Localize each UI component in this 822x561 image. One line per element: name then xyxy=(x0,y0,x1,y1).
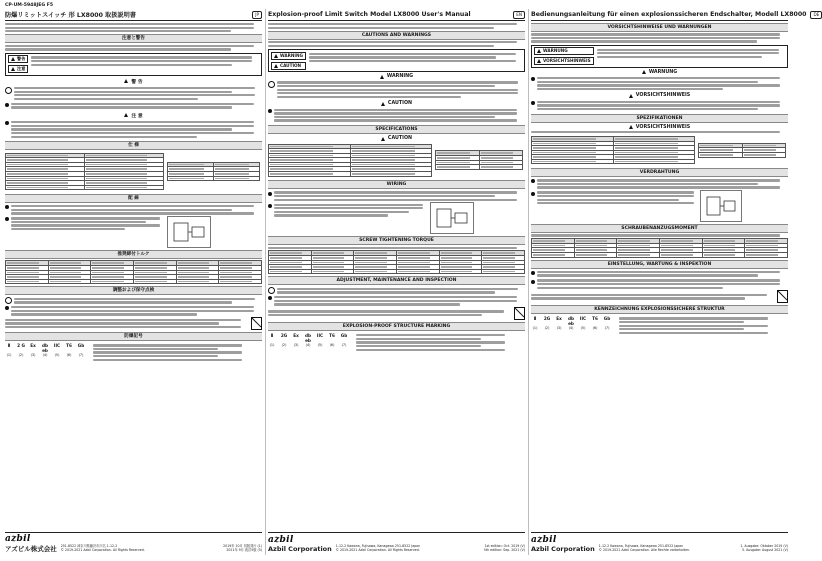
azbil-logo: azbil xyxy=(5,534,31,544)
language-badge: JP xyxy=(252,11,262,19)
wiring-diagram xyxy=(700,190,742,222)
model-table xyxy=(167,162,260,181)
warning-legend xyxy=(5,53,262,76)
weee-bin-icon xyxy=(777,290,788,303)
warning-label: WARNUNG xyxy=(534,47,594,55)
section-heading-torque: 推奨締付トルク xyxy=(5,250,262,259)
section-heading-wiring: VERDRAHTUNG xyxy=(531,168,788,177)
instruction-icon xyxy=(5,121,9,125)
section-heading-torque: SCREW TIGHTENING TORQUE xyxy=(268,236,525,245)
warning-triangle-icon xyxy=(124,79,128,83)
torque-table xyxy=(268,250,525,274)
instruction-icon xyxy=(531,101,535,105)
wiring-diagram xyxy=(167,216,211,248)
section-heading-cautions: CAUTIONS AND WARNINGS xyxy=(268,31,525,40)
company-address: 1-12-2 Kawana, Fujisawa, Kanagawa 251-8522 Japan © 2019-2021 Azbil Corporation. All Rights Reserved. xyxy=(335,544,421,553)
column-footer xyxy=(268,532,525,555)
prohibition-icon xyxy=(5,87,12,94)
caution-triangle-icon xyxy=(381,102,385,106)
caution-triangle-icon xyxy=(11,67,15,71)
warning-triangle-icon xyxy=(11,57,15,61)
manual-column-japanese xyxy=(5,9,262,555)
manual-column-german xyxy=(531,9,820,555)
spec-table xyxy=(5,153,164,191)
caution-label: CAUTION xyxy=(271,62,306,70)
instruction-icon xyxy=(268,296,272,300)
caution-triangle-icon xyxy=(629,94,633,98)
intro-text xyxy=(5,23,262,32)
prohibition-icon xyxy=(268,287,275,294)
caution-triangle-icon xyxy=(537,59,541,63)
marking-codes: Ⅱ 2G Ex db eb IIC T6 Gb xyxy=(270,332,348,343)
torque-table xyxy=(5,260,262,284)
warning-legend xyxy=(268,49,525,72)
caution-heading: VORSICHTSHINWEIS xyxy=(531,125,788,130)
column-footer xyxy=(531,532,788,555)
manual-column-english xyxy=(268,9,525,555)
caution-heading: 注 意 xyxy=(5,112,262,119)
company-address: 251-8522 神奈川県藤沢市川名 1-12-2 © 2019-2021 Azbil Corporation. All Rights Reserved. xyxy=(60,544,145,553)
instruction-icon xyxy=(531,192,535,196)
section-heading-wiring: 配 線 xyxy=(5,194,262,203)
prohibition-icon xyxy=(5,297,12,304)
azbil-logo: azbil xyxy=(268,535,294,545)
instruction-icon xyxy=(268,109,272,113)
instruction-icon xyxy=(531,271,535,275)
azbil-logo: azbil xyxy=(531,535,557,545)
instruction-icon xyxy=(268,192,272,196)
warning-triangle-icon xyxy=(380,75,384,79)
caution-triangle-icon xyxy=(124,113,128,117)
language-badge: DE xyxy=(810,11,822,19)
caution-label: VORSICHTSHINWEIS xyxy=(534,57,594,65)
section-heading-cautions: VORSICHTSHINWEISE UND WARNUNGEN xyxy=(531,23,788,32)
warning-heading: WARNUNG xyxy=(531,70,788,75)
column-title-bar xyxy=(268,9,525,21)
intro-text xyxy=(268,23,525,29)
model-table xyxy=(698,143,785,158)
caution-heading: VORSICHTSHINWEIS xyxy=(531,93,788,98)
section-heading-maintenance: 調整および保守点検 xyxy=(5,286,262,295)
marking-block xyxy=(5,343,262,362)
marking-codes: Ⅱ 2G Ex db eb IIC T6 Gb xyxy=(533,316,611,327)
company-name: Azbil Corporation xyxy=(531,545,595,553)
spec-table xyxy=(268,144,432,177)
instruction-icon xyxy=(5,103,9,107)
column-footer xyxy=(5,532,262,555)
spec-table xyxy=(531,136,695,165)
section-heading-wiring: WIRING xyxy=(268,180,525,189)
section-heading-maintenance: ADJUSTMENT, MAINTENANCE AND INSPECTION xyxy=(268,276,525,285)
company-name: アズビル株式会社 xyxy=(5,545,57,553)
caution-triangle-icon xyxy=(274,64,278,68)
column-divider xyxy=(265,9,266,555)
marking-numbers: (1) (2) (3) (4) (5) (6) (7) xyxy=(269,342,347,347)
marking-numbers: (1) (2) (3) (4) (5) (6) (7) xyxy=(532,326,610,331)
warning-heading: WARNING xyxy=(268,74,525,79)
warning-triangle-icon xyxy=(537,49,541,53)
prohibition-icon xyxy=(268,81,275,88)
marking-codes: Ⅱ 2 G Ex db eb IIC T6 Gb xyxy=(7,342,85,353)
instruction-icon xyxy=(268,204,272,208)
column-title: 防爆リミットスイッチ 形 LX8000 取扱説明書 xyxy=(5,12,136,19)
column-title: Bedienungsanleitung für einen explosionssicheren Endschalter, Modell LX8000 xyxy=(531,11,807,18)
model-table xyxy=(435,150,522,169)
instruction-icon xyxy=(5,306,9,310)
marking-block xyxy=(531,316,788,335)
caution-heading: CAUTION xyxy=(268,101,525,106)
company-address: 1-12-2 Kawana, Fujisawa, Kanagawa 251-8522 Japan © 2019-2021 Azbil Corporation. Alle Rechte vorbehalten. xyxy=(598,544,691,553)
warning-heading: 警 告 xyxy=(5,78,262,85)
edition-info: 1. Ausgabe: Oktober 2019 (V) 5. Ausgabe: August 2021 (V) xyxy=(740,544,788,553)
wiring-diagram xyxy=(430,202,474,234)
instruction-icon xyxy=(5,217,9,221)
instruction-icon xyxy=(5,205,9,209)
column-divider xyxy=(528,9,529,555)
marking-block xyxy=(268,333,525,352)
language-badge: EN xyxy=(513,11,525,19)
section-heading-marking: 防爆記号 xyxy=(5,332,262,341)
weee-bin-icon xyxy=(251,317,262,330)
warning-label: WARNING xyxy=(271,52,306,60)
caution-heading: CAUTION xyxy=(268,136,525,141)
edition-info: 2019年 10月 初版発行 (1) 2021年 9月 改訂5版 (5) xyxy=(223,544,262,553)
edition-info: 1st edition: Oct. 2019 (V) 5th edition: Sep. 2021 (V) xyxy=(483,544,525,553)
section-heading-marking: KENNZEICHNUNG EXPLOSIONSSICHERE STRUKTUR xyxy=(531,305,788,314)
caution-label: 注意 xyxy=(8,65,28,73)
warning-label: 警告 xyxy=(8,55,28,63)
column-title-bar xyxy=(5,9,262,21)
instruction-icon xyxy=(531,179,535,183)
caution-triangle-icon xyxy=(629,125,633,129)
torque-table xyxy=(531,238,788,257)
caution-triangle-icon xyxy=(381,137,385,141)
column-title: Explosion-proof Limit Switch Model LX8000 User's Manual xyxy=(268,11,471,18)
section-heading-specifications: SPECIFICATIONS xyxy=(268,125,525,134)
section-heading-specifications: SPEZIFIKATIONEN xyxy=(531,114,788,123)
warning-legend xyxy=(531,45,788,68)
weee-bin-icon xyxy=(514,307,525,320)
column-title-bar xyxy=(531,9,820,21)
section-heading-torque: SCHRAUBENANZUGSMOMENT xyxy=(531,224,788,233)
section-heading-specifications: 仕 様 xyxy=(5,141,262,150)
instruction-icon xyxy=(531,77,535,81)
section-heading-marking: EXPLOSION-PROOF STRUCTURE MARKING xyxy=(268,322,525,331)
section-heading-safety: 注意と警告 xyxy=(5,34,262,43)
warning-triangle-icon xyxy=(642,70,646,74)
marking-numbers: (1) (2) (3) (4) (5) (6) (7) xyxy=(6,352,84,357)
warning-triangle-icon xyxy=(274,54,278,58)
section-heading-maintenance: EINSTELLUNG, WARTUNG & INSPEKTION xyxy=(531,260,788,269)
company-name: Azbil Corporation xyxy=(268,545,332,553)
document-id: CP-UM-5948JEG F5 xyxy=(5,3,54,8)
instruction-icon xyxy=(531,280,535,284)
